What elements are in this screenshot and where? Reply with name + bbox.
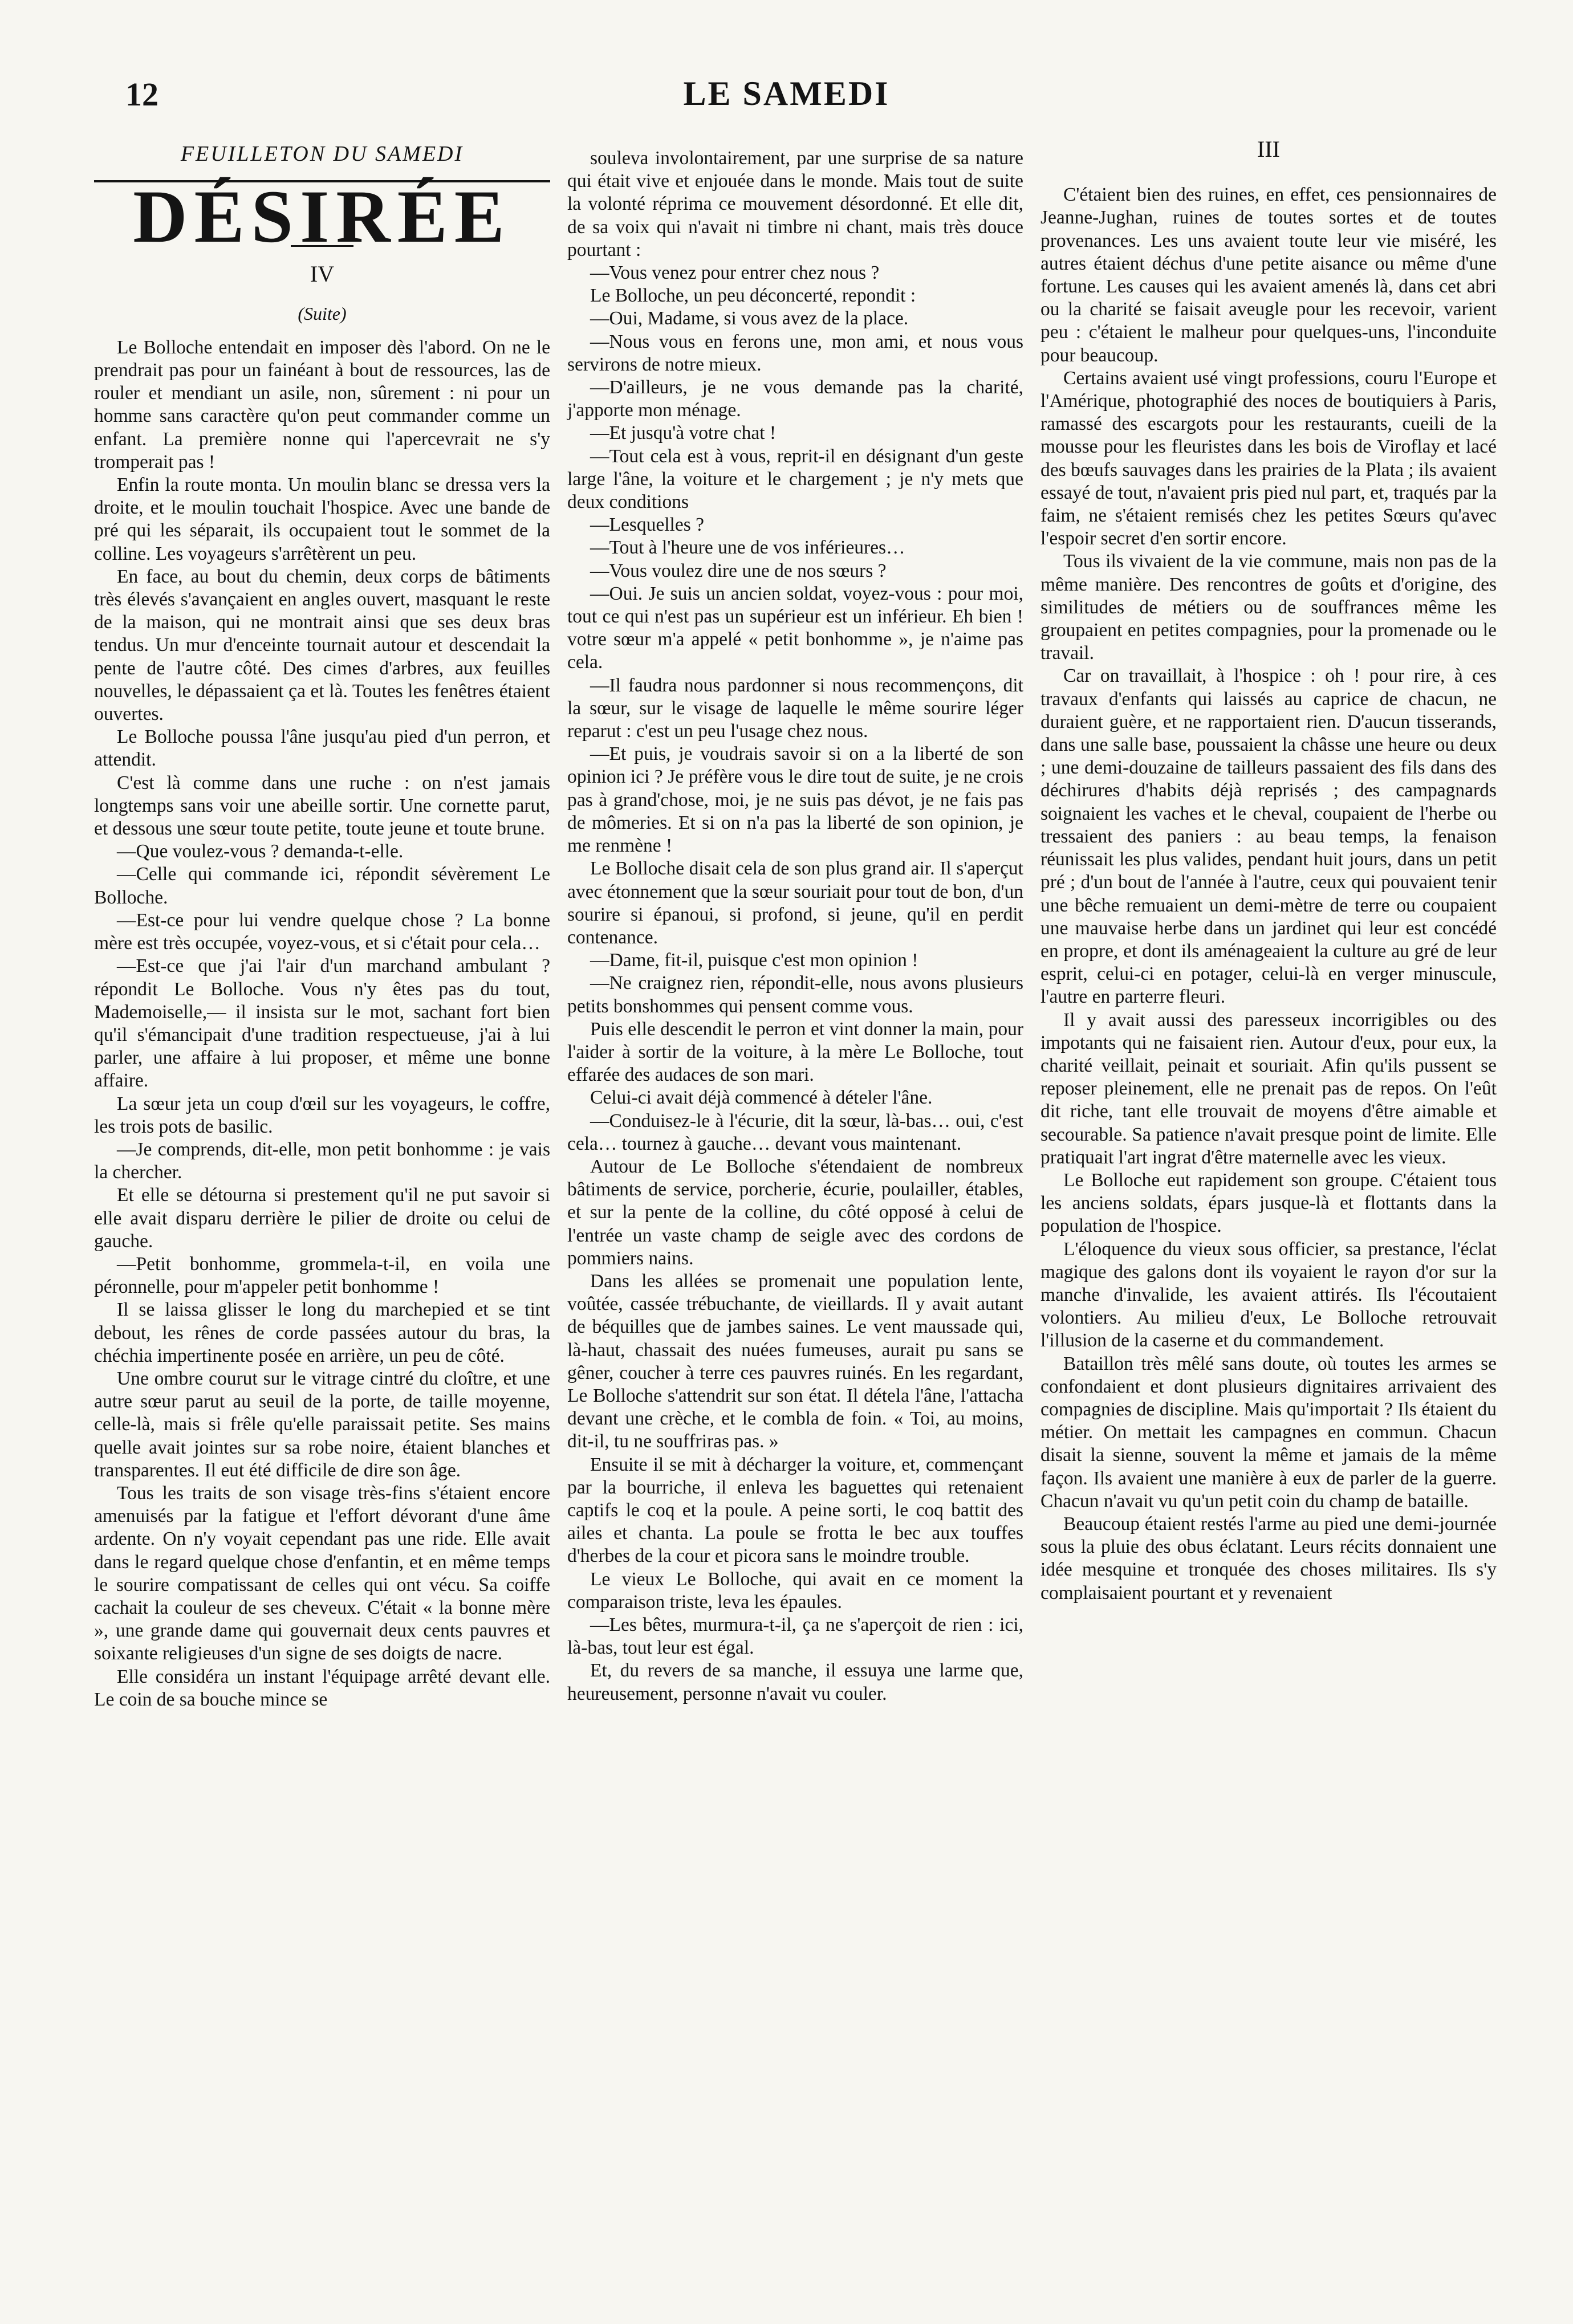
- paragraph: —Oui, Madame, si vous avez de la place.: [590, 308, 909, 329]
- paragraph: souleva involontairement, par une surprise de sa nature qui était vive et enjouée dans le monde. Mais tout de suite la volonté réprima ce mouvement désordonné. Et elle dit, de sa voix qui n'avait ni timbre ni chant, mais très douce pourtant :: [567, 148, 1023, 261]
- suite-label: (Suite): [298, 303, 347, 324]
- paragraph: —D'ailleurs, je ne vous demande pas la charité, j'apporte mon ménage.: [567, 377, 1023, 421]
- paragraph: Autour de Le Bolloche s'étendaient de nombreux bâtiments de service, porcherie, écurie, poulailler, étables, et sur la pente de la colline, du côté opposé à celui de l'entrée un vaste champ de seigle avec des cordons de pommiers nains.: [567, 1155, 1023, 1269]
- column-1: [94, 137, 550, 1711]
- chapter-number-3: III: [1257, 136, 1280, 162]
- paragraph: Et elle se détourna si prestement qu'il ne put savoir si elle avait disparu derrière le pilier de droite ou celui de gauche.: [94, 1185, 550, 1252]
- column-2-text: [567, 147, 1023, 1706]
- paragraph: Celui-ci avait déjà commencé à dételer l'âne.: [590, 1087, 933, 1109]
- column-2: [567, 147, 1023, 1706]
- paragraph: Le Bolloche poussa l'âne jusqu'au pied d'un perron, et attendit.: [94, 726, 550, 771]
- paragraph: Dans les allées se promenait une population lente, voûtée, cassée trébuchante, de vieillards. Il y avait autant de béquilles que de jambes saines. Le vent maussade qui, là-haut, chassait des nuées fumeuses, aurait pu sans se gêner, coucher à terre ces pauvres ruinés. En les regardant, Le Bolloche s'attendrit sur son état. Il dételа l'âne, l'attacha devant une crèche, et le combla de foin. « Toi, au moins, dit-il, tu ne souffriras pas. »: [567, 1270, 1023, 1452]
- feuilleton-header: FEUILLETON DU SAMEDI: [180, 142, 464, 166]
- paragraph: Beaucoup étaient restés l'arme au pied une demi-journée sous la pluie des obus éclatant. Leurs récits donnaient une idée mesquine et tronquée des choses militaires. Ils s'y complaisaient pourtant et y revenaient: [1040, 1513, 1497, 1603]
- paragraph: Il y avait aussi des paresseux incorrigibles ou des impotants qui ne faisaient rien. Autour d'eux, pour eux, la charité veillait, peinait et souriait. Afin qu'ils pussent se reposer pleinement, elle ne prenait pas de repos. On l'eût dit riche, tant elle trouvait de moyens d'être aimable et secourable. Sa patience n'avait presque point de limite. Elle pratiquait l'art ingrat d'être maternelle avec les vieux.: [1040, 1009, 1497, 1168]
- paragraph: Car on travaillait, à l'hospice : oh ! pour rire, à ces travaux d'enfants qui laissés au caprice de chacun, ne duraient guère, et ne rapportaient rien. D'aucun tisserands, dans une salle base, poussaient la châsse une heure ou deux ; une demi-douzaine de tailleurs passaient des fils dans des déchirures d'habits déjà reprisés ; des campagnards soignaient les vaches et le cheval, coupaient de l'herbe ou tressaient des paniers : au beau temps, la fenaison réunissait les plus valides, pendant huit jours, dans un petit pré ; d'un bout de l'année à l'autre, ceux qui pouvaient tenir une bêche remuaient un demi-mètre de terre ou coupaient une mauvaise herbe dans un jardinet qui leur est concédé en propre, et dont ils aménageaient la culture au gré de leur esprit, celui-ci en potager, celui-là en verger minuscule, l'autre en parterre fleuri.: [1040, 665, 1497, 1008]
- paragraph: L'éloquence du vieux sous officier, sa prestance, l'éclat magique des galons dont ils voyaient le rayon d'or sur la manche d'invalide, les avaient attirés. Ils l'écoutaient volontiers. Au milieu d'eux, Le Bolloche retrouvait l'illusion de la caserne et du commandement.: [1040, 1238, 1497, 1352]
- paragraph: —Oui. Je suis un ancien soldat, voyez-vous : pour moi, tout ce qui n'est pas un supérieur est un inférieur. Eh bien ! votre sœur m'a appelé « petit bonhomme », je n'aime pas cela.: [567, 583, 1023, 673]
- paragraph: Tous ils vivaient de la vie commune, mais non pas de la même manière. Des rencontres de goûts et d'origine, des similitudes de métiers ou de souffrances même les groupaient en petites compagnies, pour la promenade ou le travail.: [1040, 551, 1497, 664]
- paragraph: —Celle qui commande ici, répondit sévèrement Le Bolloche.: [94, 864, 550, 908]
- paragraph: —Conduisez-le à l'écurie, dit la sœur, là-bas… oui, c'est cela… tournez à gauche… devant vous maintenant.: [567, 1110, 1023, 1154]
- paragraph: —Nous vous en ferons une, mon ami, et nous vous servirons de notre mieux.: [567, 331, 1023, 375]
- story-title: DÉSIRÉE: [133, 174, 511, 259]
- paragraph: Le Bolloche disait cela de son plus grand air. Il s'aperçut avec étonnement que la sœur souriait pour tout de bon, d'un sourire si épanoui, si profond, si jeune, qu'il en perdit contenance.: [567, 858, 1023, 948]
- paragraph: Le vieux Le Bolloche, qui avait en ce moment la comparaison triste, leva les épaules.: [567, 1568, 1023, 1613]
- paragraph: Certains avaient usé vingt professions, couru l'Europe et l'Amérique, photographié des noces de boutiquiers à Paris, ramassé des escargots pour les restaurants, cueili de la mousse pour les fleuristes dans les bois de Viroflay et lacé des bœufs sauvages dans les prairies de la Plata ; ils avaient essayé de tout, n'avaient pris pied nul part, et, traqués par la faim, ne s'étaient remisés chez les petites Sœurs qu'avec l'espoir secret d'en sortir encore.: [1040, 367, 1497, 550]
- paragraph: En face, au bout du chemin, deux corps de bâtiments très élevés s'avançaient en angles ouvert, masquant le reste de la maison, qui ne montrait ainsi que ses deux bras tendus. Un mur d'enceinte tournait autour et descendait la pente de l'autre côté. Des cimes d'arbres, aux feuilles nouvelles, le dépassaient ça et là. Toutes les fenêtres étaient ouvertes.: [94, 565, 550, 725]
- paragraph: —Il faudra nous pardonner si nous recommençons, dit la sœur, sur le visage de laquelle le même sourire léger reparut : c'est un peu l'usage chez nous.: [567, 674, 1023, 742]
- paragraph: —Que voulez-vous ? demanda-t-elle.: [117, 841, 404, 862]
- paragraph: C'est là comme dans une ruche : on n'est jamais longtemps sans voir une abeille sortir. Une cornette parut, et dessous une sœur toute petite, toute jeune et toute brune.: [94, 772, 550, 840]
- paragraph: Et, du revers de sa manche, il essuya une larme que, heureusement, personne n'avait vu couler.: [567, 1660, 1023, 1704]
- column-1-text: [94, 336, 550, 1711]
- paragraph: —Petit bonhomme, grommela-t-il, en voila une péronnelle, pour m'appeler petit bonhomme !: [94, 1253, 550, 1298]
- paragraph: —Tout cela est à vous, reprit-il en désignant d'un geste large l'âne, la voiture et le chargement ; je n'y mets que deux conditions: [567, 445, 1023, 513]
- page-number: 12: [125, 76, 158, 113]
- paragraph: Le Bolloche eut rapidement son groupe. C'étaient tous les anciens soldats, épars jusque-là et flottants dans la population de l'hospice.: [1040, 1169, 1497, 1237]
- paragraph: —Est-ce que j'ai l'air d'un marchand ambulant ? répondit Le Bolloche. Vous n'y êtes pas du tout, Mademoiselle,— il insista sur le mot, sachant fort bien qu'il s'émancipait d'une tradition respectueuse, j'ai à lui parler, une affaire à lui proposer, et même une bonne affaire.: [94, 955, 550, 1092]
- paragraph: Puis elle descendit le perron et vint donner la main, pour l'aider à sortir de la voiture, à la mère Le Bolloche, tout effarée des audaces de son mari.: [567, 1018, 1023, 1086]
- paragraph: Le Bolloche entendait en imposer dès l'abord. On ne le prendrait pas pour un fainéant à bout de ressources, las de rouler et mendiant un asile, non, sûrement : ni pour un homme sans caractère qu'on peut commander comme un enfant. La première nonne qui l'apercevrait ne s'y tromperait pas !: [94, 336, 550, 473]
- paragraph: Une ombre courut sur le vitrage cintré du cloître, et une autre sœur parut au seuil de la porte, de taille moyenne, celle-là, mais si frêle qu'elle paraissait petite. Ses mains quelle avait jointes sur sa robe noire, étaient blanches et transparentes. Il eut été difficile de dire son âge.: [94, 1367, 550, 1481]
- paragraph: —Est-ce pour lui vendre quelque chose ? La bonne mère est très occupée, voyez-vous, et si c'était pour cela…: [94, 909, 550, 954]
- paragraph: —Je comprends, dit-elle, mon petit bonhomme : je vais la chercher.: [94, 1138, 550, 1183]
- paragraph: —Tout à l'heure une de vos inférieures…: [590, 537, 905, 559]
- paragraph: Enfin la route monta. Un moulin blanc se dressa vers la droite, et le moulin touchait l'hospice. Avec une bande de pré qui les séparait, ils occupaient tout le sommet de la colline. Les voyageurs s'arrêtèrent un peu.: [94, 474, 550, 564]
- chapter-number: IV: [310, 261, 335, 287]
- paragraph: —Et jusqu'à votre chat !: [590, 422, 777, 444]
- paragraph: Bataillon très mêlé sans doute, où toutes les armes se confondaient et dont plusieurs dignitaires arrivaient des compagnies de discipline. Mais qu'importait ? Ils étaient du métier. On mettait les campagnes en commun. Chacun disait la sienne, souvent la même et jamais de la même façon. Ils avaient une manière à eux de parler de la guerre. Chacun n'avait vu qu'un petit coin du champ de bataille.: [1040, 1353, 1497, 1512]
- paragraph: —Les bêtes, murmura-t-il, ça ne s'aperçoit de rien : ici, là-bas, tout leur est égal.: [567, 1614, 1023, 1659]
- paragraph: —Dame, fit-il, puisque c'est mon opinion !: [590, 950, 918, 971]
- paragraph: Elle considéra un instant l'équipage arrêté devant elle. Le coin de sa bouche mince se: [94, 1666, 550, 1710]
- paragraph: Tous les traits de son visage très-fins s'étaient encore amenuisés par la fatigue et l'effort dévorant d'une âme ardente. On n'y voyait cependant pas une ride. Elle avait dans le regard quelque chose d'enfantin, et en même temps le sourire compatissant de celles qui ont vécu. Sa coiffe cachait la couleur de ses cheveux. C'était « la bonne mère », une grande dame qui gouvernait deux cents pauvres et soixante religieuses d'un signe de ses doigts de nacre.: [94, 1482, 550, 1664]
- paragraph: —Et puis, je voudrais savoir si on a la liberté de son opinion ici ? Je préfère vous le dire tout de suite, je ne crois pas à grand'chose, moi, je ne suis pas dévot, je ne fais pas de mômeries. Et si on n'a pas la liberté de son opinion, je me renmène !: [567, 743, 1023, 857]
- paragraph: Ensuite il se mit à décharger la voiture, et, commençant par la bourriche, il enleva les baguettes qui retenaient captifs le coq et la poule. A peine sorti, le coq battit des ailes et chanta. La poule se frotta le bec aux touffes d'herbes de la cour et picora sans le moindre trouble.: [567, 1454, 1023, 1567]
- journal-title: LE SAMEDI: [683, 75, 890, 112]
- paragraph: C'étaient bien des ruines, en effet, ces pensionnaires de Jeanne-Jughan, ruines de toutes sortes et de toutes provenances. Les uns avaient toute leur vie miséré, les autres étaient déchus d'une petite aisance ou même d'une fortune. Les causes qui les avaient amenés là, dans cet abri ou la charité se faisait aveugle pour les recevoir, varient peu : c'étaient le malheur pour quelques-uns, l'inconduite pour beaucoup.: [1040, 184, 1497, 366]
- paragraph: —Ne craignez rien, répondit-elle, nous avons plusieurs petits bonshommes qui pensent comme vous.: [567, 972, 1023, 1017]
- paragraph: Le Bolloche, un peu déconcerté, repondit :: [590, 285, 916, 307]
- column-3-text: [1040, 184, 1497, 1605]
- paragraph: —Vous voulez dire une de nos sœurs ?: [590, 560, 887, 581]
- paragraph: —Lesquelles ?: [590, 514, 705, 536]
- paragraph: —Vous venez pour entrer chez nous ?: [590, 262, 880, 284]
- paragraph: La sœur jeta un coup d'œil sur les voyageurs, le coffre, les trois pots de basilic.: [94, 1093, 550, 1137]
- paragraph: Il se laissa glisser le long du marchepied et se tint debout, les rênes de corde passées autour du bras, la chéchia impertinente posée en arrière, un peu de côté.: [94, 1299, 550, 1366]
- column-3: [1040, 137, 1497, 1605]
